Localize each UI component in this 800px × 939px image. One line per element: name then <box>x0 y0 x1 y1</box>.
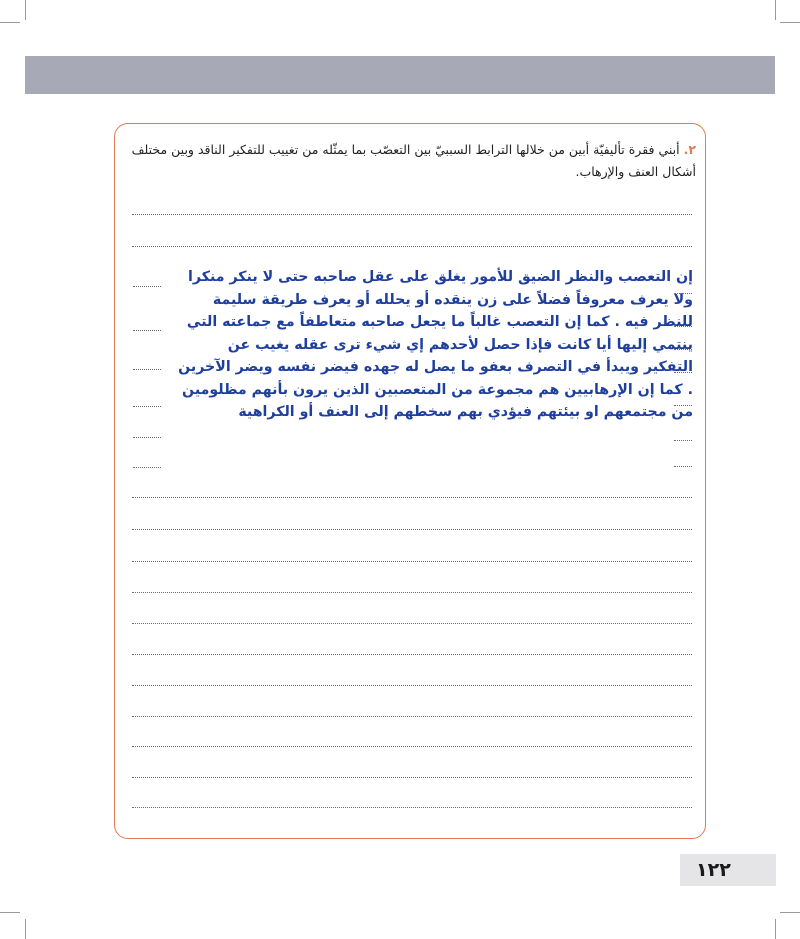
answer-line-text: ينتمي إليها أيا كانت فإذا حصل لأحدهم إي شيء ترى عقله يغيب عن <box>227 336 693 353</box>
dot-fragment <box>674 293 692 294</box>
answer-line[interactable] <box>132 716 692 717</box>
answer-line-text: ولا يعرف معروفاً فضلاً على زن ينقده أو يحلله أو يعرف طريقة سليمة <box>212 291 693 308</box>
question-number: ٢. <box>683 142 696 157</box>
dot-fragment <box>674 440 692 441</box>
dot-fragment <box>133 369 161 370</box>
answer-line[interactable] <box>132 807 692 808</box>
answer-line[interactable] <box>132 746 692 747</box>
crop-mark <box>775 919 776 939</box>
crop-mark <box>0 912 20 913</box>
dot-fragment <box>133 286 161 287</box>
crop-mark <box>25 919 26 939</box>
dot-fragment <box>133 437 161 438</box>
crop-mark <box>775 0 776 20</box>
answer-line[interactable] <box>132 623 692 624</box>
question-text: أبني فقرة تأليفيّة أبين من خلالها الترابط السببيّ بين التعصّب بما يمثّله من تغييب للتفكير الناقد وبين مختلف أشكال العنف والإرهاب. <box>131 142 696 179</box>
dot-fragment <box>674 372 692 373</box>
answer-line-text: التفكير ويبدأ في التصرف بعفو ما يصل له جهده فيضر نفسه ويضر الآخرين <box>178 359 693 375</box>
dot-fragment <box>674 405 692 406</box>
question <box>128 139 696 183</box>
header-band <box>25 56 775 94</box>
answer-line[interactable] <box>132 561 692 562</box>
answer-line[interactable] <box>132 246 692 247</box>
answer-line[interactable] <box>132 592 692 593</box>
dot-fragment <box>133 467 161 468</box>
answer-line-text: من مجتمعهم او بيئتهم فيؤدي بهم سخطهم إلى العنف أو الكراهية <box>238 404 693 420</box>
answer-text[interactable] <box>175 266 693 424</box>
answer-line[interactable] <box>132 497 692 498</box>
dot-fragment <box>133 330 161 331</box>
crop-mark <box>780 22 800 23</box>
answer-line[interactable] <box>132 685 692 686</box>
answer-line[interactable] <box>132 529 692 530</box>
dot-fragment <box>674 466 692 467</box>
answer-line[interactable] <box>132 654 692 655</box>
page-number: ١٢٢ <box>696 859 731 881</box>
answer-line-text: للنظر فيه . كما إن التعصب غالباً ما يجعل صاحبه متعاطفاً مع جماعته التي <box>186 314 693 330</box>
answer-line-text: إن التعصب والنظر الضيق للأمور يغلق على عقل صاحبه حتى لا ينكر منكرا <box>188 269 693 285</box>
answer-line[interactable] <box>132 214 692 215</box>
dot-fragment <box>674 349 692 350</box>
answer-line-text: . كما إن الإرهابيين هم مجموعة من المتعصبين الذين يرون بأنهم مظلومين <box>182 381 693 398</box>
answer-line[interactable] <box>132 777 692 778</box>
crop-mark <box>25 0 26 20</box>
dot-fragment <box>674 326 692 327</box>
dot-fragment <box>133 406 161 407</box>
crop-mark <box>0 22 20 23</box>
exercise-frame <box>114 123 706 839</box>
crop-mark <box>780 912 800 913</box>
